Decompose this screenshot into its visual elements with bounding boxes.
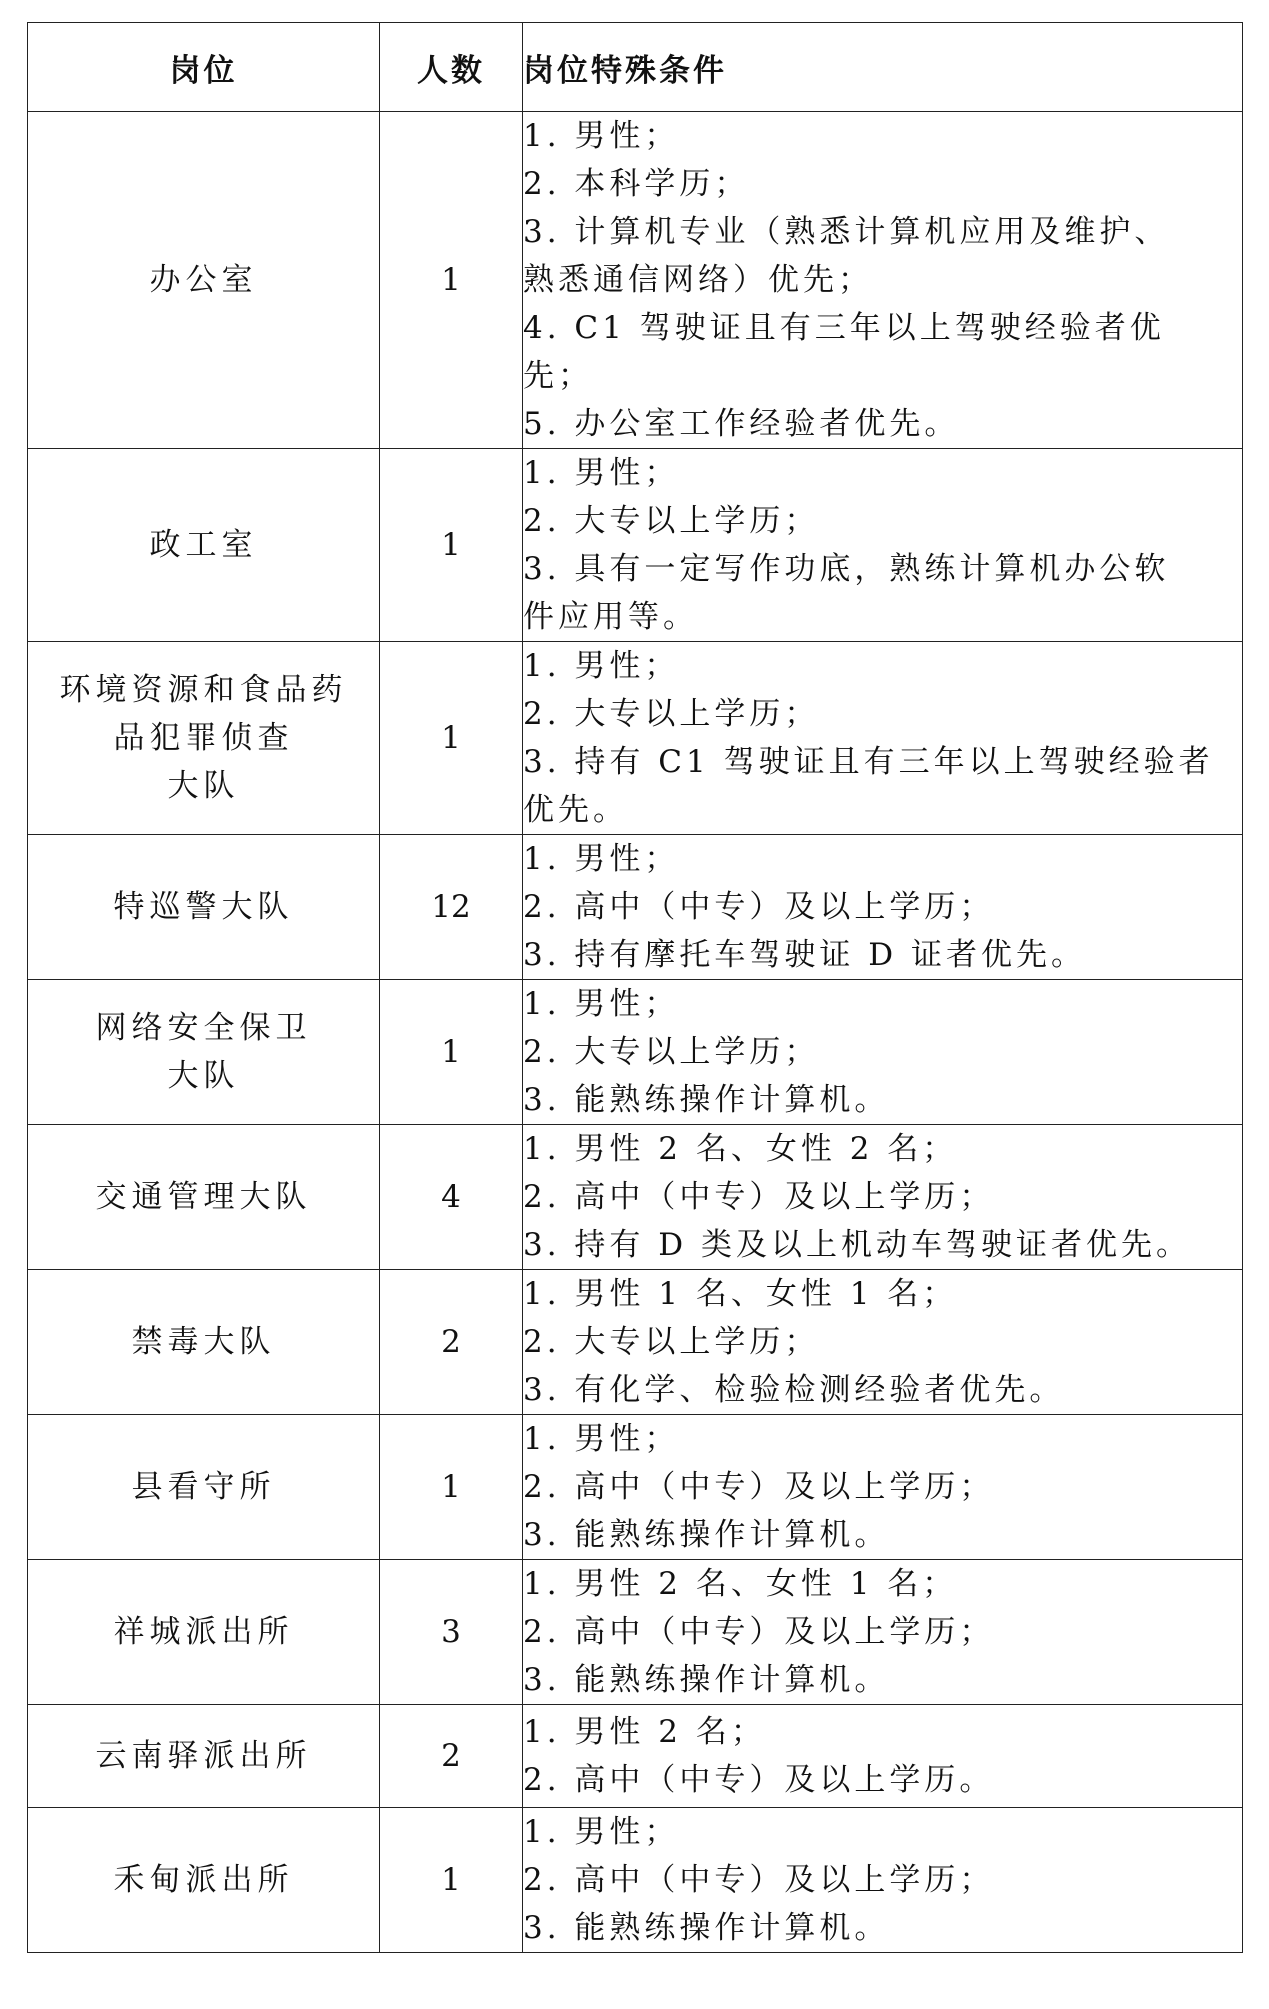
condition-line: 3. 能熟练操作计算机。 xyxy=(523,1082,890,1118)
position-line: 禁毒大队 xyxy=(131,1324,276,1360)
condition-line: 1. 男性； xyxy=(523,1814,680,1850)
table-row xyxy=(28,1560,1243,1705)
condition-line: 2. 大专以上学历； xyxy=(523,696,820,732)
position-cell xyxy=(28,1560,380,1705)
condition-line: 2. 高中（中专）及以上学历； xyxy=(523,1469,995,1505)
position-cell xyxy=(28,1415,380,1560)
condition-line: 3. 计算机专业（熟悉计算机应用及维护、 xyxy=(523,214,1170,250)
position-line: 大队 xyxy=(167,768,240,804)
position-cell xyxy=(28,1808,380,1953)
condition-line: 2. 大专以上学历； xyxy=(523,1324,820,1360)
condition-line: 3. 能熟练操作计算机。 xyxy=(523,1910,890,1946)
count-cell: 12 xyxy=(380,835,523,980)
table-row xyxy=(28,1415,1243,1560)
condition-line: 2. 高中（中专）及以上学历； xyxy=(523,889,995,925)
conditions-cell xyxy=(523,1560,1243,1705)
condition-line: 先； xyxy=(523,358,593,394)
position-cell xyxy=(28,449,380,642)
position-cell xyxy=(28,642,380,835)
position-line: 特巡警大队 xyxy=(113,889,294,925)
condition-line: 3. 能熟练操作计算机。 xyxy=(523,1662,890,1698)
condition-line: 2. 大专以上学历； xyxy=(523,1034,820,1070)
header-conditions: 岗位特殊条件 xyxy=(523,23,1243,112)
position-line: 品犯罪侦查 xyxy=(113,720,294,756)
position-cell xyxy=(28,112,380,449)
condition-line: 1. 男性 1 名、女性 1 名； xyxy=(523,1276,958,1312)
condition-line: 3. 持有 D 类及以上机动车驾驶证者优先。 xyxy=(523,1227,1191,1263)
conditions-cell xyxy=(523,642,1243,835)
table-row xyxy=(28,980,1243,1125)
position-line: 政工室 xyxy=(149,527,258,563)
count-cell: 1 xyxy=(380,449,523,642)
count-cell: 1 xyxy=(380,642,523,835)
condition-line: 2. 高中（中专）及以上学历。 xyxy=(523,1762,995,1798)
count-cell: 1 xyxy=(380,1808,523,1953)
condition-line: 1. 男性； xyxy=(523,986,680,1022)
conditions-cell xyxy=(523,112,1243,449)
table-row xyxy=(28,1125,1243,1270)
conditions-cell xyxy=(523,835,1243,980)
condition-line: 3. 有化学、检验检测经验者优先。 xyxy=(523,1372,1065,1408)
condition-line: 熟悉通信网络）优先； xyxy=(523,262,873,298)
position-line: 环境资源和食品药 xyxy=(59,672,348,708)
condition-line: 3. 持有 C1 驾驶证且有三年以上驾驶经验者 xyxy=(523,744,1214,780)
count-cell: 3 xyxy=(380,1560,523,1705)
condition-line: 1. 男性； xyxy=(523,1421,680,1457)
position-line: 交通管理大队 xyxy=(95,1179,312,1215)
conditions-cell xyxy=(523,449,1243,642)
condition-line: 1. 男性 2 名、女性 1 名； xyxy=(523,1566,958,1602)
table-row xyxy=(28,835,1243,980)
conditions-cell xyxy=(523,1705,1243,1808)
condition-line: 1. 男性； xyxy=(523,841,680,877)
count-cell: 1 xyxy=(380,980,523,1125)
count-cell: 1 xyxy=(380,1415,523,1560)
condition-line: 1. 男性； xyxy=(523,455,680,491)
condition-line: 2. 高中（中专）及以上学历； xyxy=(523,1179,995,1215)
position-cell xyxy=(28,1125,380,1270)
position-cell xyxy=(28,835,380,980)
table-row xyxy=(28,1705,1243,1808)
position-line: 网络安全保卫 xyxy=(95,1010,312,1046)
header-row xyxy=(28,23,1243,112)
table-row xyxy=(28,1270,1243,1415)
position-line: 大队 xyxy=(167,1058,240,1094)
table-row xyxy=(28,449,1243,642)
table-row xyxy=(28,112,1243,449)
condition-line: 1. 男性； xyxy=(523,648,680,684)
position-cell xyxy=(28,1270,380,1415)
condition-line: 3. 能熟练操作计算机。 xyxy=(523,1517,890,1553)
count-cell: 2 xyxy=(380,1705,523,1808)
header-count: 人数 xyxy=(380,23,523,112)
position-line: 祥城派出所 xyxy=(113,1614,294,1650)
conditions-cell xyxy=(523,1125,1243,1270)
table-row xyxy=(28,642,1243,835)
position-cell xyxy=(28,1705,380,1808)
condition-line: 1. 男性； xyxy=(523,118,680,154)
position-line: 禾甸派出所 xyxy=(113,1862,294,1898)
position-line: 办公室 xyxy=(149,262,258,298)
condition-line: 1. 男性 2 名、女性 2 名； xyxy=(523,1131,958,1167)
condition-line: 3. 具有一定写作功底，熟练计算机办公软 xyxy=(523,551,1170,587)
condition-line: 2. 高中（中专）及以上学历； xyxy=(523,1614,995,1650)
condition-line: 2. 高中（中专）及以上学历； xyxy=(523,1862,995,1898)
conditions-cell xyxy=(523,980,1243,1125)
condition-line: 4. C1 驾驶证且有三年以上驾驶经验者优 xyxy=(523,310,1165,346)
count-cell: 2 xyxy=(380,1270,523,1415)
condition-line: 3. 持有摩托车驾驶证 D 证者优先。 xyxy=(523,937,1086,973)
position-cell xyxy=(28,980,380,1125)
position-line: 县看守所 xyxy=(131,1469,276,1505)
condition-line: 件应用等。 xyxy=(523,599,698,635)
conditions-cell xyxy=(523,1808,1243,1953)
condition-line: 2. 大专以上学历； xyxy=(523,503,820,539)
requirements-table xyxy=(27,22,1243,1953)
table-row xyxy=(28,1808,1243,1953)
header-position: 岗位 xyxy=(28,23,380,112)
count-cell: 1 xyxy=(380,112,523,449)
conditions-cell xyxy=(523,1415,1243,1560)
condition-line: 2. 本科学历； xyxy=(523,166,750,202)
condition-line: 1. 男性 2 名； xyxy=(523,1714,766,1750)
conditions-cell xyxy=(523,1270,1243,1415)
condition-line: 优先。 xyxy=(523,792,628,828)
condition-line: 5. 办公室工作经验者优先。 xyxy=(523,406,960,442)
count-cell: 4 xyxy=(380,1125,523,1270)
position-line: 云南驿派出所 xyxy=(95,1738,312,1774)
